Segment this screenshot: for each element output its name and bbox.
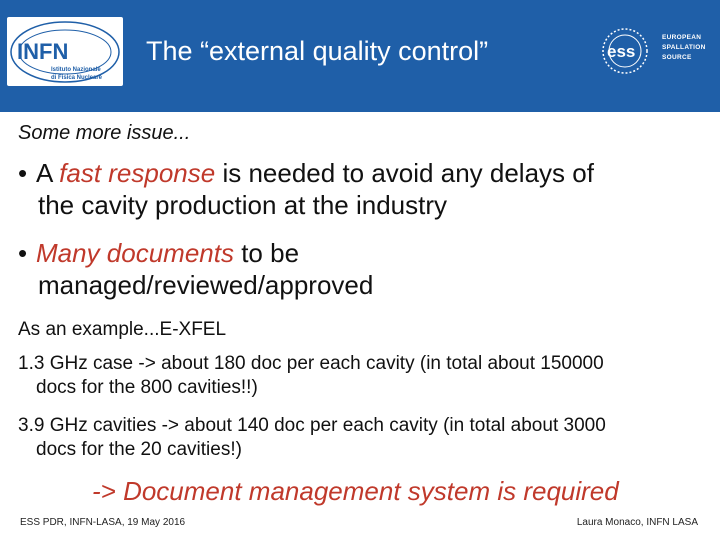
slide-title: The “external quality control” <box>146 36 489 66</box>
item-3-9ghz: 3.9 GHz cavities -> about 140 doc per each cavity (in total about 3000 docs for the 20 cavities!) <box>18 415 606 460</box>
ess-logo-text: ess <box>607 42 636 61</box>
example-intro: As an example...E-XFEL <box>18 319 227 340</box>
ess-logo-icon <box>592 26 658 76</box>
infn-logo-icon <box>7 17 123 86</box>
highlight-fast-response: fast response <box>59 158 216 188</box>
issue-line: Some more issue... <box>18 122 191 144</box>
header-bar <box>0 0 720 112</box>
bullet-dot-icon: • <box>18 158 28 188</box>
infn-logo-text: INFN <box>17 39 69 64</box>
ess-logo-label: EUROPEAN SPALLATION SOURCE <box>662 34 706 61</box>
footer-event: ESS PDR, INFN-LASA, 19 May 2016 <box>20 517 186 528</box>
svg-text:di Fisica Nucleare: di Fisica Nucleare <box>51 75 103 81</box>
infn-logo <box>7 17 123 86</box>
svg-text:Istituto Nazionale: Istituto Nazionale <box>51 67 101 73</box>
bullet-dot-icon: • <box>18 238 28 268</box>
footer-author: Laura Monaco, INFN LASA <box>576 517 698 528</box>
highlight-many-documents: Many documents <box>36 238 234 268</box>
item-1-3ghz: 1.3 GHz case -> about 180 doc per each cavity (in total about 150000 docs for the 800 cavities!!) <box>18 353 604 398</box>
conclusion-line: -> Document management system is required <box>92 476 619 506</box>
